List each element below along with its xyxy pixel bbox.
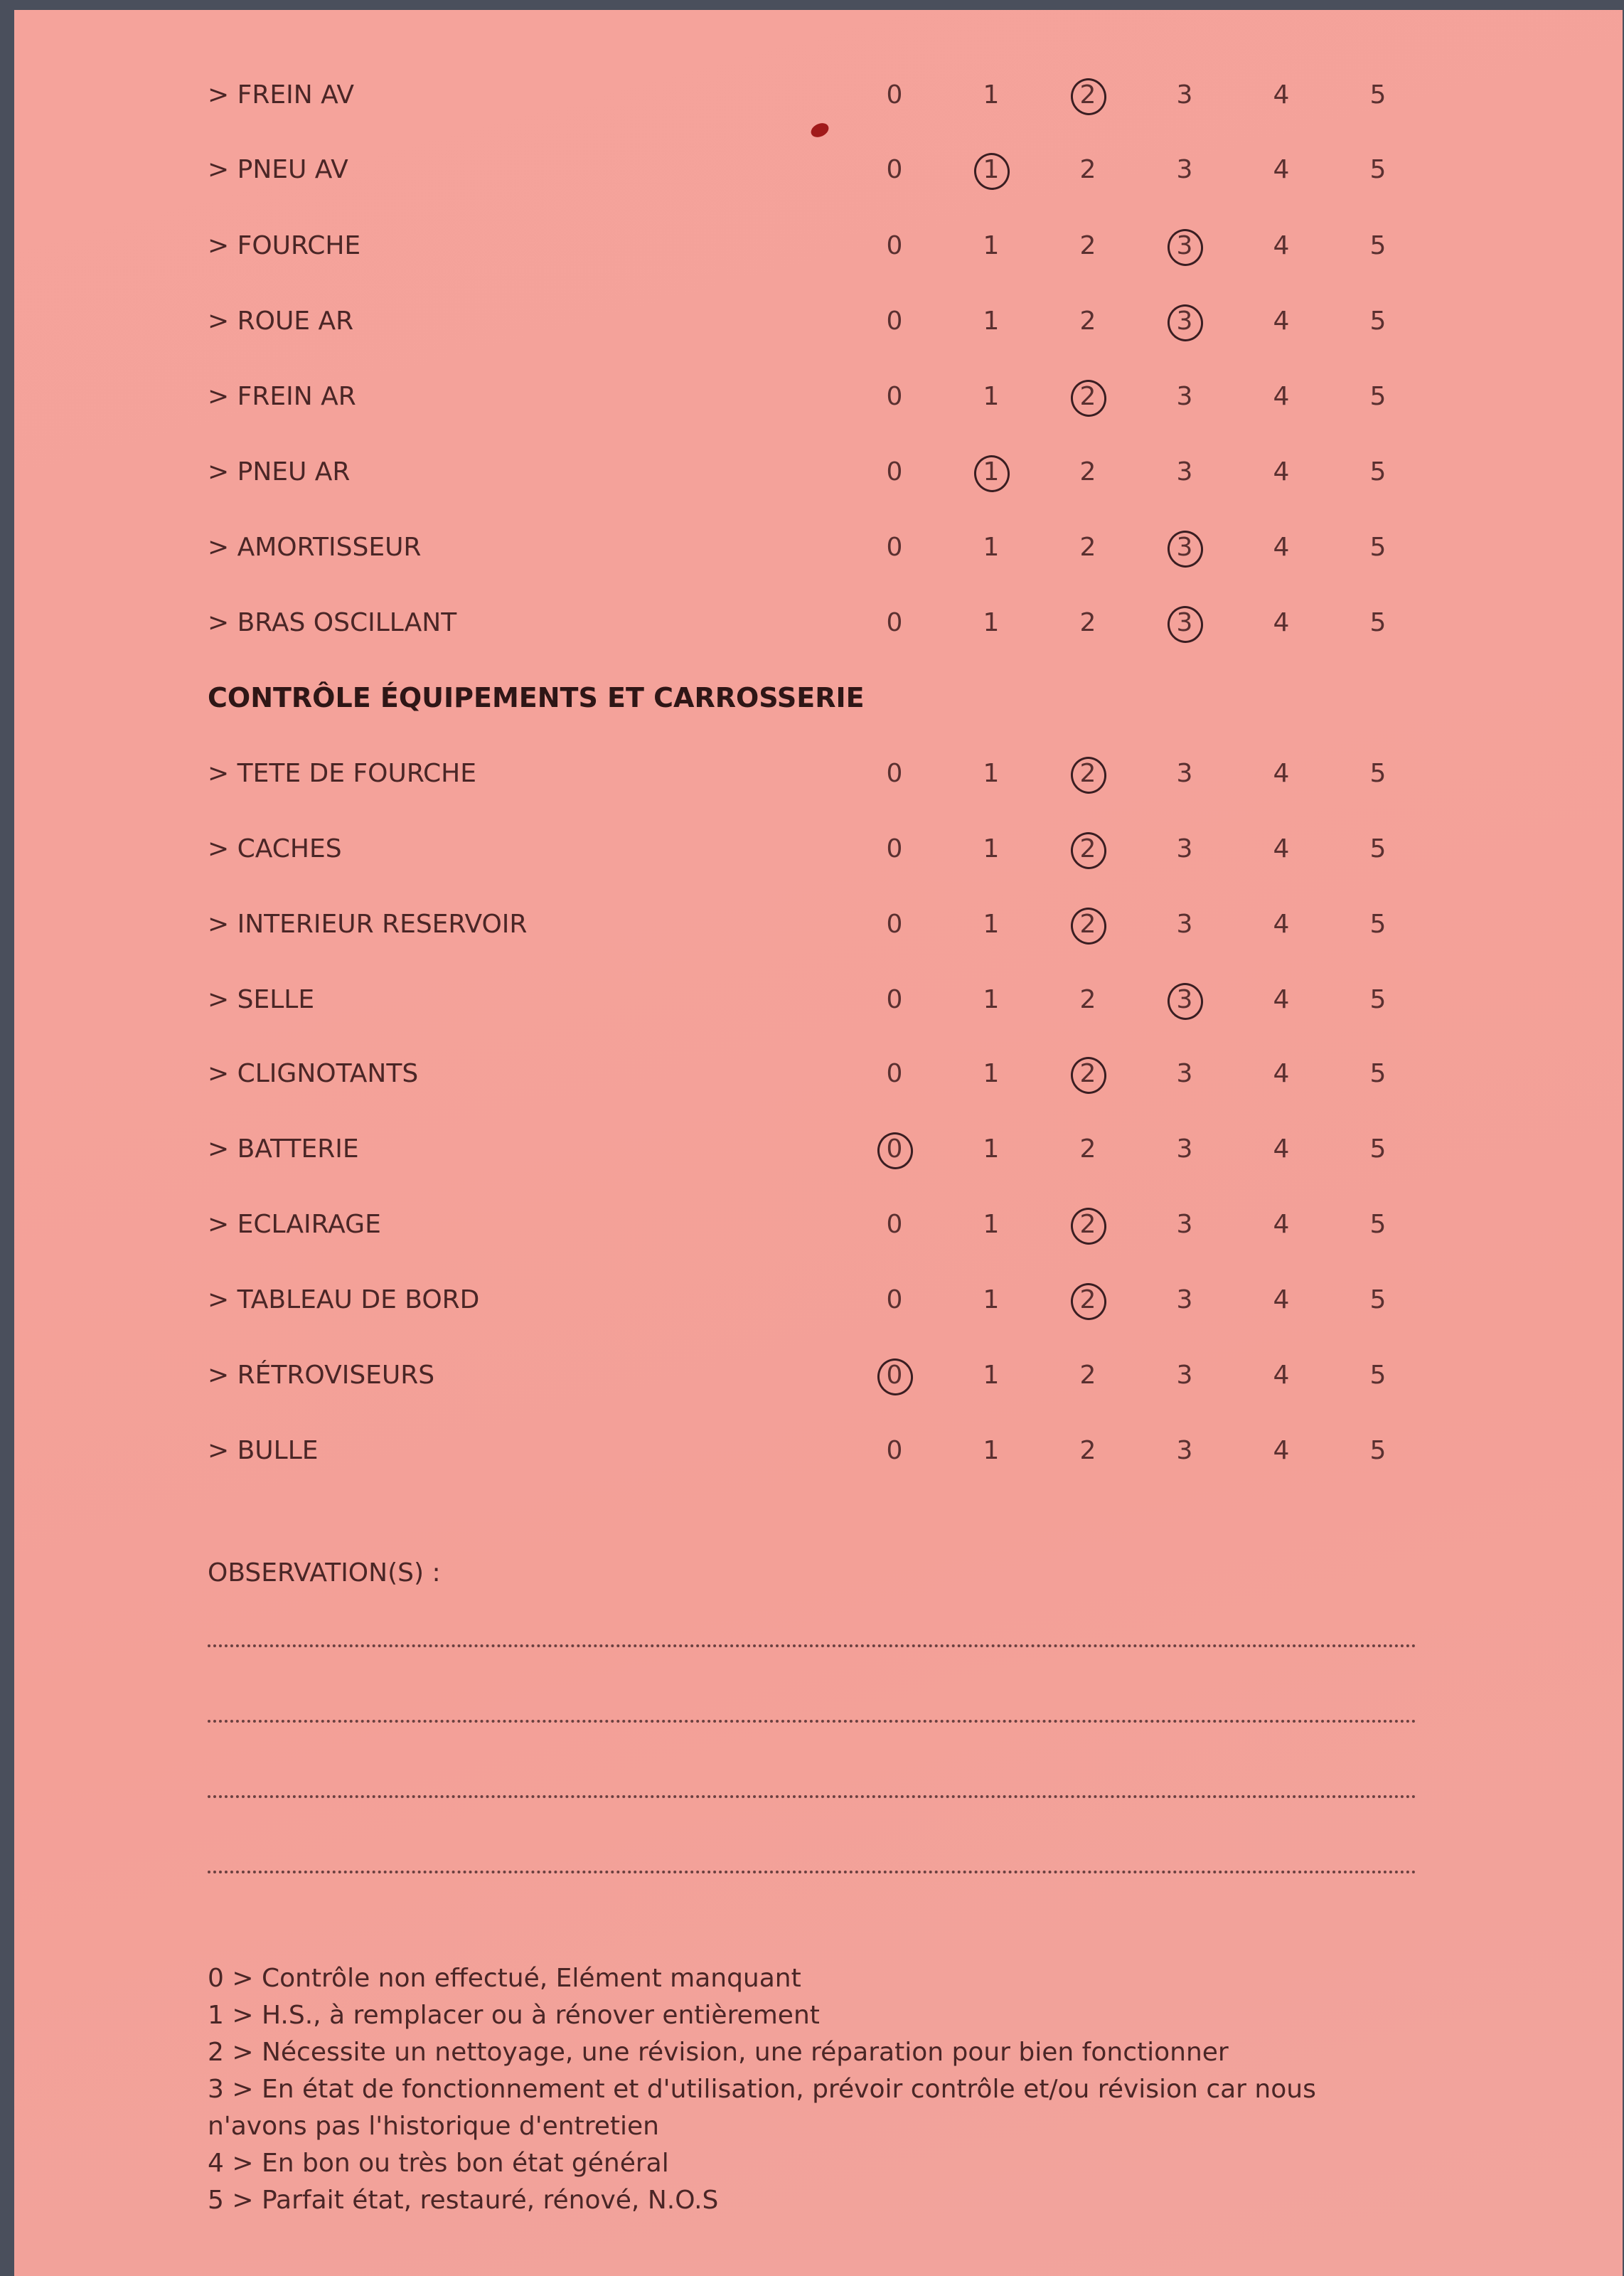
rating-row <box>14 376 1623 418</box>
score-option[interactable]: 3 <box>1176 910 1193 939</box>
score-circled[interactable]: 3 <box>1163 979 1206 1021</box>
score-circled[interactable]: 3 <box>1163 526 1206 569</box>
score-option[interactable]: 3 <box>1176 834 1193 863</box>
score-option[interactable]: 1 <box>983 985 1000 1014</box>
score-option[interactable]: 1 <box>983 1361 1000 1390</box>
score-option[interactable]: 5 <box>1369 834 1387 863</box>
rating-row <box>14 300 1623 343</box>
score-option[interactable]: 4 <box>1273 231 1290 260</box>
score-option[interactable]: 3 <box>1176 1436 1193 1465</box>
score-circled[interactable]: 3 <box>1163 300 1206 343</box>
score-option[interactable]: 5 <box>1369 533 1387 562</box>
score-circled[interactable]: 2 <box>1067 74 1109 117</box>
score-option[interactable]: 3 <box>1176 1361 1193 1390</box>
score-option[interactable]: 0 <box>886 834 903 863</box>
score-circled[interactable]: 1 <box>970 451 1013 494</box>
score-option[interactable]: 1 <box>983 1210 1000 1239</box>
score-option[interactable]: 2 <box>1079 155 1096 184</box>
score-circled[interactable]: 3 <box>1163 225 1206 267</box>
score-option[interactable]: 3 <box>1176 1059 1193 1088</box>
score-option[interactable]: 4 <box>1273 1285 1290 1314</box>
score-option[interactable]: 3 <box>1176 1285 1193 1314</box>
legend-line: 4 > En bon ou très bon état général <box>208 2149 669 2178</box>
item-label: > FOURCHE <box>208 231 361 260</box>
item-label: > ROUE AR <box>208 307 354 336</box>
legend-line: 0 > Contrôle non effectué, Elément manquant <box>208 1964 801 1993</box>
legend-line: 1 > H.S., à remplacer ou à rénover entièrement <box>208 2001 820 2030</box>
observation-line[interactable] <box>208 1795 1416 1798</box>
item-label: > SELLE <box>208 985 315 1014</box>
section-title-equipment: CONTRÔLE ÉQUIPEMENTS ET CARROSSERIE <box>208 682 865 713</box>
score-option[interactable]: 2 <box>1079 533 1096 562</box>
score-option[interactable]: 2 <box>1079 457 1096 486</box>
score-option[interactable]: 0 <box>886 155 903 184</box>
score-option[interactable]: 0 <box>886 307 903 336</box>
rating-row <box>14 753 1623 795</box>
score-option[interactable]: 5 <box>1369 1059 1387 1088</box>
item-label: > PNEU AR <box>208 457 351 486</box>
score-option[interactable]: 5 <box>1369 759 1387 788</box>
score-option[interactable]: 0 <box>886 533 903 562</box>
rating-row <box>14 1128 1623 1171</box>
score-option[interactable]: 5 <box>1369 231 1387 260</box>
score-option[interactable]: 5 <box>1369 457 1387 486</box>
score-option[interactable]: 2 <box>1079 1361 1096 1390</box>
score-option[interactable]: 4 <box>1273 1134 1290 1164</box>
rating-row <box>14 74 1623 117</box>
score-circled[interactable]: 2 <box>1067 753 1109 795</box>
score-option[interactable]: 1 <box>983 608 1000 637</box>
score-option[interactable]: 2 <box>1079 307 1096 336</box>
score-option[interactable]: 5 <box>1369 1285 1387 1314</box>
score-option[interactable]: 1 <box>983 382 1000 411</box>
score-option[interactable]: 3 <box>1176 457 1193 486</box>
rating-row <box>14 828 1623 871</box>
item-label: > BULLE <box>208 1436 319 1465</box>
rating-row <box>14 451 1623 494</box>
score-option[interactable]: 5 <box>1369 155 1387 184</box>
item-label: > ECLAIRAGE <box>208 1210 381 1239</box>
score-option[interactable]: 1 <box>983 1134 1000 1164</box>
score-option[interactable]: 1 <box>983 1285 1000 1314</box>
item-label: > TETE DE FOURCHE <box>208 759 476 788</box>
score-option[interactable]: 0 <box>886 1436 903 1465</box>
score-option[interactable]: 0 <box>886 759 903 788</box>
score-option[interactable]: 4 <box>1273 307 1290 336</box>
score-option[interactable]: 1 <box>983 834 1000 863</box>
score-option[interactable]: 3 <box>1176 80 1193 110</box>
score-option[interactable]: 5 <box>1369 608 1387 637</box>
observation-line[interactable] <box>208 1720 1416 1723</box>
legend-line: n'avons pas l'historique d'entretien <box>208 2112 659 2141</box>
rating-row <box>14 979 1623 1021</box>
score-option[interactable]: 1 <box>983 80 1000 110</box>
score-option[interactable]: 4 <box>1273 155 1290 184</box>
item-label: > CLIGNOTANTS <box>208 1059 419 1088</box>
score-option[interactable]: 4 <box>1273 1361 1290 1390</box>
observations-label: OBSERVATION(S) : <box>208 1558 441 1588</box>
score-option[interactable]: 3 <box>1176 155 1193 184</box>
score-option[interactable]: 5 <box>1369 80 1387 110</box>
score-option[interactable]: 5 <box>1369 382 1387 411</box>
score-circled[interactable]: 3 <box>1163 602 1206 644</box>
item-label: > AMORTISSEUR <box>208 533 422 562</box>
score-option[interactable]: 4 <box>1273 1436 1290 1465</box>
score-option[interactable]: 0 <box>886 985 903 1014</box>
score-option[interactable]: 4 <box>1273 834 1290 863</box>
score-option[interactable]: 0 <box>886 1210 903 1239</box>
score-option[interactable]: 4 <box>1273 533 1290 562</box>
observation-line[interactable] <box>208 1871 1416 1873</box>
score-option[interactable]: 5 <box>1369 985 1387 1014</box>
score-option[interactable]: 5 <box>1369 1210 1387 1239</box>
score-option[interactable]: 4 <box>1273 910 1290 939</box>
score-option[interactable]: 5 <box>1369 1361 1387 1390</box>
score-option[interactable]: 0 <box>886 1059 903 1088</box>
score-option[interactable]: 1 <box>983 1059 1000 1088</box>
score-option[interactable]: 0 <box>886 80 903 110</box>
score-option[interactable]: 5 <box>1369 910 1387 939</box>
score-option[interactable]: 1 <box>983 1436 1000 1465</box>
rating-row <box>14 526 1623 569</box>
score-option[interactable]: 5 <box>1369 1134 1387 1164</box>
item-label: > TABLEAU DE BORD <box>208 1285 480 1314</box>
score-circled[interactable]: 2 <box>1067 376 1109 418</box>
score-circled[interactable]: 2 <box>1067 1053 1109 1095</box>
score-circled[interactable]: 0 <box>873 1354 916 1397</box>
score-option[interactable]: 2 <box>1079 231 1096 260</box>
score-circled[interactable]: 0 <box>873 1128 916 1171</box>
score-option[interactable]: 4 <box>1273 457 1290 486</box>
rating-row <box>14 602 1623 644</box>
rating-row <box>14 1430 1623 1472</box>
legend-line: 3 > En état de fonctionnement et d'utilisation, prévoir contrôle et/ou révision car nous <box>208 2075 1316 2104</box>
score-option[interactable]: 4 <box>1273 759 1290 788</box>
score-option[interactable]: 1 <box>983 533 1000 562</box>
score-option[interactable]: 1 <box>983 307 1000 336</box>
score-option[interactable]: 2 <box>1079 985 1096 1014</box>
inspection-sheet <box>14 10 1623 2276</box>
score-circled[interactable]: 2 <box>1067 903 1109 946</box>
score-option[interactable]: 0 <box>886 910 903 939</box>
ink-stain <box>808 120 830 139</box>
rating-row <box>14 1354 1623 1397</box>
score-option[interactable]: 4 <box>1273 608 1290 637</box>
score-option[interactable]: 0 <box>886 1285 903 1314</box>
item-label: > BATTERIE <box>208 1134 359 1164</box>
score-circled[interactable]: 1 <box>970 149 1013 191</box>
score-option[interactable]: 3 <box>1176 1210 1193 1239</box>
score-option[interactable]: 4 <box>1273 985 1290 1014</box>
observation-line[interactable] <box>208 1644 1416 1647</box>
legend-line: 5 > Parfait état, restauré, rénové, N.O.S <box>208 2186 719 2215</box>
score-option[interactable]: 2 <box>1079 1436 1096 1465</box>
rating-row <box>14 903 1623 946</box>
score-option[interactable]: 3 <box>1176 759 1193 788</box>
score-option[interactable]: 5 <box>1369 1436 1387 1465</box>
score-option[interactable]: 2 <box>1079 1134 1096 1164</box>
score-option[interactable]: 0 <box>886 608 903 637</box>
score-circled[interactable]: 2 <box>1067 1279 1109 1322</box>
score-option[interactable]: 4 <box>1273 80 1290 110</box>
item-label: > RÉTROVISEURS <box>208 1361 435 1390</box>
score-option[interactable]: 4 <box>1273 1059 1290 1088</box>
item-label: > FREIN AR <box>208 382 356 411</box>
item-label: > CACHES <box>208 834 342 863</box>
item-label: > INTERIEUR RESERVOIR <box>208 910 528 939</box>
item-label: > BRAS OSCILLANT <box>208 608 457 637</box>
score-option[interactable]: 2 <box>1079 608 1096 637</box>
score-option[interactable]: 4 <box>1273 382 1290 411</box>
score-option[interactable]: 0 <box>886 457 903 486</box>
item-label: > PNEU AV <box>208 155 348 184</box>
score-option[interactable]: 1 <box>983 759 1000 788</box>
score-option[interactable]: 1 <box>983 231 1000 260</box>
score-option[interactable]: 0 <box>886 382 903 411</box>
rating-row <box>14 225 1623 267</box>
legend-line: 2 > Nécessite un nettoyage, une révision, une réparation pour bien fonctionner <box>208 2038 1229 2067</box>
rating-row <box>14 149 1623 191</box>
rating-row <box>14 1279 1623 1322</box>
score-circled[interactable]: 2 <box>1067 1203 1109 1246</box>
rating-row <box>14 1053 1623 1095</box>
score-option[interactable]: 3 <box>1176 1134 1193 1164</box>
score-option[interactable]: 1 <box>983 910 1000 939</box>
score-circled[interactable]: 2 <box>1067 828 1109 871</box>
score-option[interactable]: 4 <box>1273 1210 1290 1239</box>
score-option[interactable]: 0 <box>886 231 903 260</box>
score-option[interactable]: 3 <box>1176 382 1193 411</box>
score-option[interactable]: 5 <box>1369 307 1387 336</box>
rating-row <box>14 1203 1623 1246</box>
rating-legend <box>208 1960 1459 2219</box>
item-label: > FREIN AV <box>208 80 355 110</box>
